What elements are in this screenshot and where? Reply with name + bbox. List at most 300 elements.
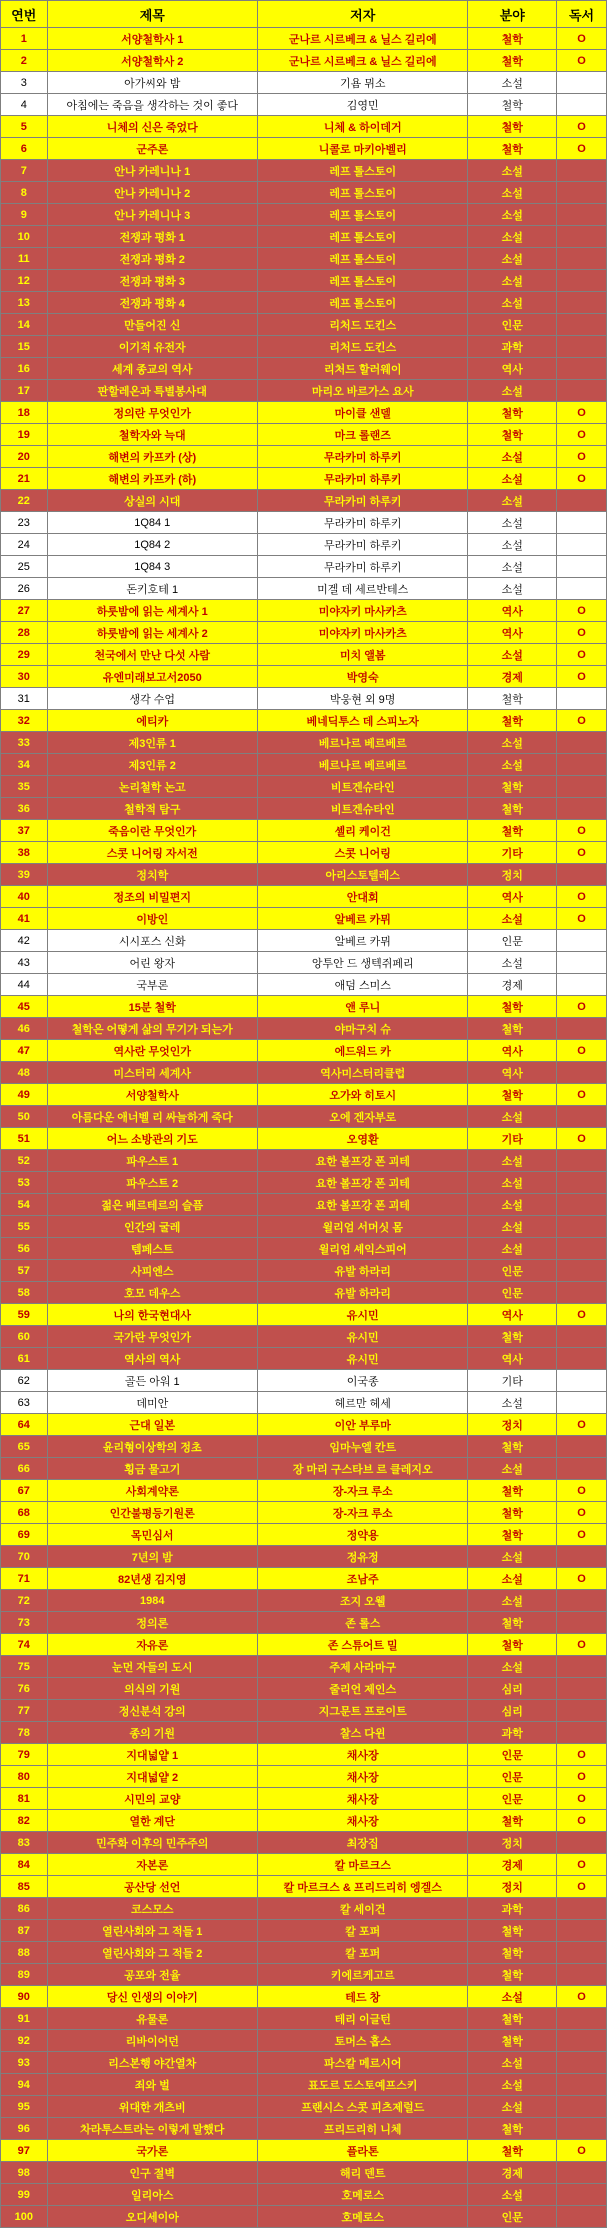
cell-author: 미야자키 마사카츠 [258,622,468,644]
cell-author: 미야자키 마사카츠 [258,600,468,622]
cell-read [557,2162,607,2184]
cell-field: 소설 [468,2052,557,2074]
table-row[interactable] [1,666,607,688]
cell-read: O [557,1986,607,2008]
cell-no: 87 [1,1920,48,1942]
table-row[interactable] [1,996,607,1018]
table-row[interactable] [1,534,607,556]
cell-author: 무라카미 하루키 [258,446,468,468]
table-row[interactable] [1,2096,607,2118]
cell-read: O [557,468,607,490]
cell-no: 86 [1,1898,48,1920]
cell-no: 41 [1,908,48,930]
table-row[interactable] [1,622,607,644]
cell-field: 철학 [468,710,557,732]
cell-read: O [557,1502,607,1524]
cell-no: 48 [1,1062,48,1084]
table-row[interactable] [1,1106,607,1128]
table-row[interactable] [1,1238,607,1260]
table-row[interactable] [1,1700,607,1722]
table-row[interactable] [1,490,607,512]
table-row[interactable] [1,798,607,820]
table-row[interactable] [1,402,607,424]
cell-no: 12 [1,270,48,292]
cell-field: 철학 [468,1326,557,1348]
cell-no: 36 [1,798,48,820]
cell-no: 3 [1,72,48,94]
cell-author: 장-자크 루소 [258,1502,468,1524]
table-row[interactable] [1,2074,607,2096]
cell-no: 88 [1,1942,48,1964]
cell-title: 위대한 개츠비 [47,2096,257,2118]
table-row[interactable] [1,1788,607,1810]
cell-no: 2 [1,50,48,72]
cell-title: 코스모스 [47,1898,257,1920]
cell-title: 시시포스 신화 [47,930,257,952]
table-row[interactable] [1,1898,607,1920]
cell-read: O [557,710,607,732]
cell-no: 89 [1,1964,48,1986]
cell-field: 철학 [468,996,557,1018]
cell-author: 리처드 할러웨이 [258,358,468,380]
cell-author: 베르나르 베르베르 [258,732,468,754]
table-row[interactable] [1,2052,607,2074]
cell-title: 종의 기원 [47,1722,257,1744]
cell-author: 파스칼 메르시어 [258,2052,468,2074]
table-row[interactable] [1,160,607,182]
cell-title: 유엔미래보고서2050 [47,666,257,688]
cell-no: 34 [1,754,48,776]
column-header-field: 분야 [468,1,557,28]
table-row[interactable] [1,72,607,94]
cell-author: 야마구치 슈 [258,1018,468,1040]
table-row[interactable] [1,1920,607,1942]
table-row[interactable] [1,248,607,270]
cell-author: 정유정 [258,1546,468,1568]
table-row[interactable] [1,1590,607,1612]
table-row[interactable] [1,1326,607,1348]
cell-read [557,2030,607,2052]
cell-title: 사회계약론 [47,1480,257,1502]
cell-author: 비트겐슈타인 [258,776,468,798]
cell-author: 에드워드 카 [258,1040,468,1062]
table-row[interactable] [1,556,607,578]
cell-title: 정조의 비밀편지 [47,886,257,908]
cell-field: 철학 [468,138,557,160]
table-row[interactable] [1,1986,607,2008]
cell-read [557,1590,607,1612]
column-header-title: 제목 [47,1,257,28]
cell-title: 철학자와 늑대 [47,424,257,446]
cell-title: 횡금 물고기 [47,1458,257,1480]
cell-read: O [557,1524,607,1546]
cell-author: 해리 덴트 [258,2162,468,2184]
cell-field: 소설 [468,1238,557,1260]
cell-read [557,72,607,94]
cell-field: 소설 [468,204,557,226]
cell-field: 철학 [468,1436,557,1458]
table-row[interactable] [1,138,607,160]
cell-no: 54 [1,1194,48,1216]
cell-no: 76 [1,1678,48,1700]
cell-field: 소설 [468,2074,557,2096]
table-row[interactable] [1,1304,607,1326]
cell-field: 역사 [468,886,557,908]
cell-title: 판할레온과 특별봉사대 [47,380,257,402]
cell-no: 65 [1,1436,48,1458]
table-row[interactable] [1,1502,607,1524]
cell-author: 조지 오웰 [258,1590,468,1612]
cell-read [557,1238,607,1260]
table-row[interactable] [1,1766,607,1788]
table-row[interactable] [1,336,607,358]
cell-field: 소설 [468,72,557,94]
table-row[interactable] [1,292,607,314]
cell-author: 김영민 [258,94,468,116]
cell-author: 비트겐슈타인 [258,798,468,820]
cell-read [557,160,607,182]
table-row[interactable] [1,1128,607,1150]
table-row[interactable] [1,226,607,248]
cell-no: 45 [1,996,48,1018]
cell-field: 소설 [468,908,557,930]
table-row[interactable] [1,1414,607,1436]
cell-author: 조남주 [258,1568,468,1590]
table-row[interactable] [1,424,607,446]
table-row[interactable] [1,1832,607,1854]
column-header-no: 연번 [1,1,48,28]
cell-author: 테리 이글턴 [258,2008,468,2030]
table-row[interactable] [1,314,607,336]
cell-read [557,1832,607,1854]
cell-read: O [557,116,607,138]
cell-no: 38 [1,842,48,864]
cell-read: O [557,28,607,50]
cell-field: 정치 [468,1876,557,1898]
cell-no: 69 [1,1524,48,1546]
cell-title: 근대 일본 [47,1414,257,1436]
cell-title: 인간의 굴레 [47,1216,257,1238]
table-row[interactable] [1,600,607,622]
cell-no: 94 [1,2074,48,2096]
table-row[interactable] [1,1612,607,1634]
table-row[interactable] [1,1084,607,1106]
cell-read: O [557,820,607,842]
cell-read [557,248,607,270]
table-row[interactable] [1,820,607,842]
cell-no: 84 [1,1854,48,1876]
table-row[interactable] [1,204,607,226]
cell-author: 칼 포퍼 [258,1942,468,1964]
table-row[interactable] [1,1040,607,1062]
cell-title: 파우스트 2 [47,1172,257,1194]
cell-author: 군나르 시르베크 & 닐스 길리에 [258,50,468,72]
table-header-row [1,1,607,28]
table-row[interactable] [1,1678,607,1700]
cell-read: O [557,996,607,1018]
cell-title: 자본론 [47,1854,257,1876]
cell-author: 박영숙 [258,666,468,688]
cell-author: 이안 부루마 [258,1414,468,1436]
cell-read [557,1370,607,1392]
cell-no: 97 [1,2140,48,2162]
table-row[interactable] [1,1634,607,1656]
cell-field: 철학 [468,798,557,820]
table-row[interactable] [1,974,607,996]
cell-author: 호메로스 [258,2184,468,2206]
cell-read [557,776,607,798]
cell-field: 철학 [468,424,557,446]
table-row[interactable] [1,358,607,380]
table-row[interactable] [1,1216,607,1238]
cell-field: 철학 [468,1634,557,1656]
table-row[interactable] [1,842,607,864]
cell-field: 소설 [468,468,557,490]
table-row[interactable] [1,1744,607,1766]
cell-read [557,1216,607,1238]
cell-field: 소설 [468,1458,557,1480]
table-row[interactable] [1,864,607,886]
cell-read [557,336,607,358]
table-row[interactable] [1,1722,607,1744]
cell-read: O [557,1480,607,1502]
cell-title: 전쟁과 평화 2 [47,248,257,270]
table-row[interactable] [1,732,607,754]
cell-author: 요한 볼프강 폰 괴테 [258,1150,468,1172]
cell-title: 인간불평등기원론 [47,1502,257,1524]
cell-title: 니체의 신은 죽었다 [47,116,257,138]
cell-read [557,2118,607,2140]
table-row[interactable] [1,2206,607,2228]
table-row[interactable] [1,1172,607,1194]
cell-title: 전쟁과 평화 1 [47,226,257,248]
cell-no: 47 [1,1040,48,1062]
table-row[interactable] [1,1194,607,1216]
cell-no: 26 [1,578,48,600]
cell-field: 심리 [468,1700,557,1722]
cell-read [557,182,607,204]
cell-title: 만들어진 신 [47,314,257,336]
cell-no: 14 [1,314,48,336]
table-row[interactable] [1,2008,607,2030]
cell-title: 파우스트 1 [47,1150,257,1172]
cell-no: 9 [1,204,48,226]
cell-no: 62 [1,1370,48,1392]
table-row[interactable] [1,1876,607,1898]
table-row[interactable] [1,446,607,468]
table-row[interactable] [1,1810,607,1832]
cell-title: 아름다운 애너벨 리 싸늘하게 죽다 [47,1106,257,1128]
cell-author: 임마누엘 칸트 [258,1436,468,1458]
cell-author: 표도르 도스토예프스키 [258,2074,468,2096]
cell-title: 7년의 밤 [47,1546,257,1568]
cell-no: 40 [1,886,48,908]
cell-read: O [557,1414,607,1436]
cell-title: 의식의 기원 [47,1678,257,1700]
cell-title: 목민심서 [47,1524,257,1546]
cell-read: O [557,1876,607,1898]
cell-author: 정약용 [258,1524,468,1546]
cell-field: 인문 [468,2206,557,2228]
cell-title: 논리철학 논고 [47,776,257,798]
cell-read [557,1942,607,1964]
cell-title: 군주론 [47,138,257,160]
cell-author: 레프 톨스토이 [258,182,468,204]
table-row[interactable] [1,1854,607,1876]
table-row[interactable] [1,578,607,600]
table-body [1,28,607,2228]
cell-no: 59 [1,1304,48,1326]
cell-read [557,1700,607,1722]
table-row[interactable] [1,50,607,72]
cell-read [557,204,607,226]
table-row[interactable] [1,1964,607,1986]
cell-title: 서양철학사 1 [47,28,257,50]
table-row[interactable] [1,1282,607,1304]
table-row[interactable] [1,644,607,666]
cell-no: 19 [1,424,48,446]
table-row[interactable] [1,1480,607,1502]
cell-field: 소설 [468,446,557,468]
cell-no: 4 [1,94,48,116]
cell-field: 인문 [468,314,557,336]
cell-read [557,2184,607,2206]
cell-read: O [557,666,607,688]
table-row[interactable] [1,1458,607,1480]
table-row[interactable] [1,1568,607,1590]
cell-title: 인구 절벽 [47,2162,257,2184]
cell-title: 어느 소방관의 기도 [47,1128,257,1150]
cell-author: 알베르 카뮈 [258,930,468,952]
table-row[interactable] [1,1436,607,1458]
table-row[interactable] [1,930,607,952]
table-row[interactable] [1,1348,607,1370]
table-row[interactable] [1,2184,607,2206]
table-row[interactable] [1,754,607,776]
table-row[interactable] [1,1656,607,1678]
cell-no: 60 [1,1326,48,1348]
cell-title: 안나 카레니나 1 [47,160,257,182]
table-row[interactable] [1,94,607,116]
cell-author: 찰스 다윈 [258,1722,468,1744]
cell-no: 17 [1,380,48,402]
cell-field: 소설 [468,292,557,314]
cell-read [557,94,607,116]
cell-field: 경제 [468,2162,557,2184]
cell-read: O [557,1084,607,1106]
table-row[interactable] [1,776,607,798]
cell-author: 이국종 [258,1370,468,1392]
table-row[interactable] [1,688,607,710]
cell-author: 유시민 [258,1348,468,1370]
table-row[interactable] [1,2030,607,2052]
cell-no: 33 [1,732,48,754]
table-row[interactable] [1,380,607,402]
cell-title: 죽음이란 무엇인가 [47,820,257,842]
cell-title: 공포와 전율 [47,1964,257,1986]
cell-field: 역사 [468,1348,557,1370]
table-row[interactable] [1,512,607,534]
cell-title: 리바이어던 [47,2030,257,2052]
table-row[interactable] [1,182,607,204]
cell-no: 85 [1,1876,48,1898]
table-row[interactable] [1,2162,607,2184]
cell-field: 철학 [468,2030,557,2052]
cell-title: 역사란 무엇인가 [47,1040,257,1062]
cell-title: 역사의 역사 [47,1348,257,1370]
cell-title: 세계 종교의 역사 [47,358,257,380]
cell-no: 68 [1,1502,48,1524]
table-row[interactable] [1,952,607,974]
cell-author: 프리드리히 니체 [258,2118,468,2140]
cell-field: 인문 [468,930,557,952]
cell-author: 마리오 바르가스 요사 [258,380,468,402]
cell-field: 소설 [468,490,557,512]
cell-title: 1984 [47,1590,257,1612]
cell-field: 소설 [468,754,557,776]
table-row[interactable] [1,1062,607,1084]
cell-read: O [557,1040,607,1062]
cell-read [557,512,607,534]
table-row[interactable] [1,1370,607,1392]
table-row[interactable] [1,28,607,50]
table-row[interactable] [1,710,607,732]
cell-read [557,688,607,710]
cell-no: 49 [1,1084,48,1106]
cell-field: 철학 [468,1612,557,1634]
cell-read [557,1172,607,1194]
table-row[interactable] [1,1260,607,1282]
cell-field: 기타 [468,1128,557,1150]
cell-field: 소설 [468,578,557,600]
cell-author: 애덤 스미스 [258,974,468,996]
cell-author: 최장집 [258,1832,468,1854]
cell-read [557,1656,607,1678]
table-row[interactable] [1,1546,607,1568]
cell-field: 철학 [468,1964,557,1986]
cell-read [557,270,607,292]
cell-no: 30 [1,666,48,688]
cell-no: 63 [1,1392,48,1414]
cell-title: 차라투스트라는 이렇게 말했다 [47,2118,257,2140]
table-row[interactable] [1,1524,607,1546]
cell-field: 심리 [468,1678,557,1700]
table-row[interactable] [1,2118,607,2140]
table-row[interactable] [1,270,607,292]
cell-field: 철학 [468,1810,557,1832]
cell-read: O [557,50,607,72]
table-row[interactable] [1,1392,607,1414]
cell-read [557,952,607,974]
table-row[interactable] [1,1150,607,1172]
table-row[interactable] [1,1942,607,1964]
cell-title: 지대넓얕 2 [47,1766,257,1788]
cell-title: 전쟁과 평화 3 [47,270,257,292]
cell-read [557,1964,607,1986]
table-row[interactable] [1,908,607,930]
cell-author: 주제 사라마구 [258,1656,468,1678]
table-row[interactable] [1,468,607,490]
cell-title: 하룻밤에 읽는 세계사 2 [47,622,257,644]
table-row[interactable] [1,116,607,138]
cell-no: 73 [1,1612,48,1634]
table-row[interactable] [1,2140,607,2162]
cell-no: 7 [1,160,48,182]
table-row[interactable] [1,1018,607,1040]
cell-field: 정치 [468,1414,557,1436]
table-row[interactable] [1,886,607,908]
cell-read [557,1436,607,1458]
